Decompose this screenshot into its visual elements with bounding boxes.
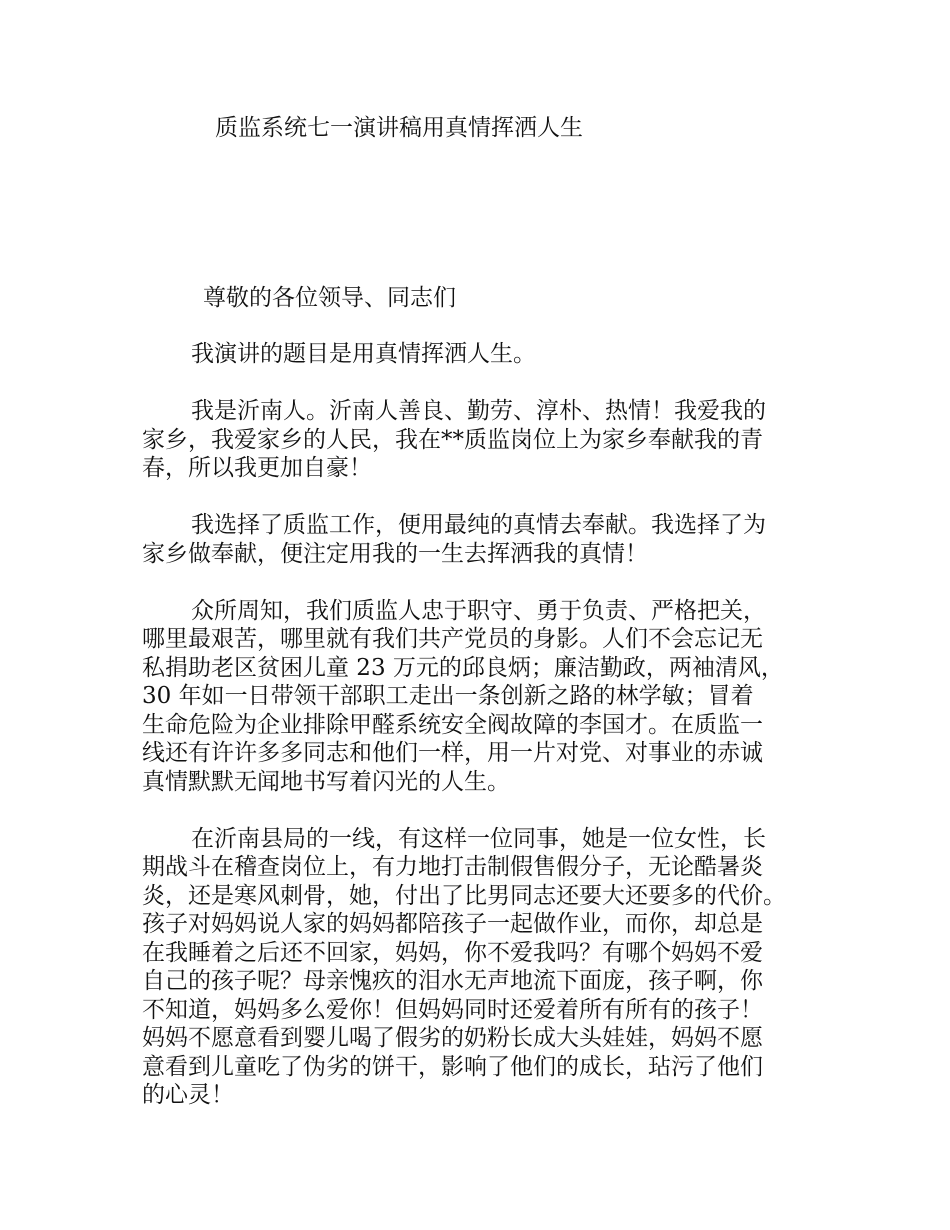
paragraph-line: 我演讲的题目是用真情挥洒人生。 <box>191 341 536 367</box>
paragraph-line: 孩子对妈妈说人家的妈妈都陪孩子一起做作业，而你，却总是 <box>142 911 763 937</box>
paragraph-line: 30 年如一日带领干部职工走出一条创新之路的林学敏；冒着 <box>142 683 754 709</box>
paragraph-line: 在我睡着之后还不回家，妈妈，你不爱我吗？有哪个妈妈不爱 <box>142 939 763 966</box>
paragraph-1 <box>142 340 832 369</box>
paragraph-line: 线还有许许多多同志和他们一样，用一片对党、对事业的赤诚 <box>142 740 763 766</box>
paragraph-line: 私捐助老区贫困儿童 23 万元的邱良炳；廉洁勤政，两袖清风， <box>142 654 784 681</box>
paragraph-line: 家乡，我爱家乡的人民，我在**质监岗位上为家乡奉献我的青 <box>142 426 763 453</box>
paragraph-3 <box>142 511 832 568</box>
paragraph-4 <box>142 597 832 797</box>
document-title: 质监系统七一演讲稿用真情挥洒人生 <box>215 115 583 141</box>
paragraph-line: 意看到儿童吃了伪劣的饼干，影响了他们的成长，玷污了他们 <box>142 1053 763 1080</box>
paragraph-line: 在沂南县局的一线，有这样一位同事，她是一位女性，长 <box>191 825 766 852</box>
paragraph-line: 不知道，妈妈多么爱你！但妈妈同时还爱着所有所有的孩子！ <box>142 996 763 1023</box>
document-body <box>142 340 832 1138</box>
paragraph-line: 家乡做奉献，便注定用我的一生去挥洒我的真情！ <box>142 540 648 567</box>
paragraph-line: 的心灵！ <box>142 1082 234 1108</box>
paragraph-line: 众所周知，我们质监人忠于职守、勇于负责、严格把关， <box>191 597 766 624</box>
paragraph-5 <box>142 825 832 1110</box>
paragraph-line: 我是沂南人。沂南人善良、勤劳、淳朴、热情！我爱我的 <box>191 398 766 424</box>
paragraph-line: 春，所以我更加自豪！ <box>142 455 372 481</box>
paragraph-2 <box>142 397 832 483</box>
paragraph-line: 自己的孩子呢？母亲愧疚的泪水无声地流下面庞，孩子啊，你 <box>142 968 763 994</box>
paragraph-line: 真情默默无闻地书写着闪光的人生。 <box>142 768 510 795</box>
salutation: 尊敬的各位领导、同志们 <box>203 285 456 311</box>
paragraph-line: 哪里最艰苦，哪里就有我们共产党员的身影。人们不会忘记无 <box>142 626 763 652</box>
paragraph-line: 炎，还是寒风刺骨，她，付出了比男同志还要大还要多的代价。 <box>142 882 786 909</box>
paragraph-line: 生命危险为企业排除甲醛系统安全阀故障的李国才。在质监一 <box>142 711 763 738</box>
paragraph-line: 妈妈不愿意看到婴儿喝了假劣的奶粉长成大头娃娃，妈妈不愿 <box>142 1025 763 1051</box>
paragraph-line: 期战斗在稽查岗位上，有力地打击制假售假分子，无论酷暑炎 <box>142 854 763 880</box>
paragraph-line: 我选择了质监工作，便用最纯的真情去奉献。我选择了为 <box>191 512 766 538</box>
